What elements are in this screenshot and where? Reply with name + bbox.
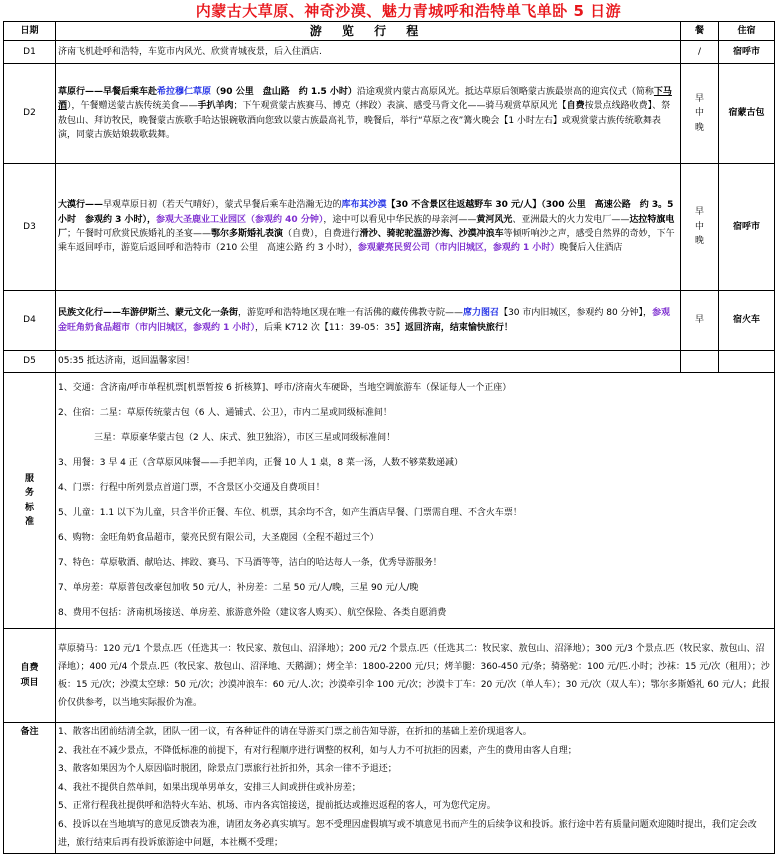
stay-cell: 宿呼市 [719, 41, 775, 64]
note-item: 5、正常行程我社提供呼和浩特火车站、机场、市内各宾馆接送，提前抵达或推迟返程的客人，可为您代定房。 [58, 801, 496, 811]
service-item: 3、用餐：3 早 4 正（含草原风味餐——手把羊肉，正餐 10 人 1 桌，8 菜一汤，人数不够菜数递减） [58, 457, 463, 468]
table-header-row [4, 22, 775, 41]
note-item: 2、我社在不减少景点，不降低标准的前提下，有对行程顺序进行调整的权利，如与人力不可抗拒的因素，产生的费用由客人自理； [58, 745, 577, 756]
notes-row [4, 723, 775, 854]
notes-label: 备注 [4, 723, 56, 854]
day-row-d4 [4, 291, 775, 351]
day-label: D5 [4, 351, 56, 373]
stay-cell: 宿火车 [719, 291, 775, 351]
service-row [4, 373, 775, 629]
service-item: 6、购物：金旺角奶食品超市，蒙亮民贸有限公司，大圣鹿园（全程不超过三个） [58, 532, 379, 543]
meal-cell: 早 中 晚 [681, 164, 719, 291]
service-list [56, 373, 775, 629]
stay-cell [719, 351, 775, 373]
service-label: 服 务 标 准 [4, 373, 56, 629]
day-label: D1 [4, 41, 56, 64]
stay-cell: 宿蒙古包 [719, 64, 775, 164]
page-title: 内蒙古大草原、神奇沙漠、魅力青城呼和浩特单飞单卧 5 日游 [195, 2, 622, 20]
service-item: 7、单房差：草原普包改豪包加收 50 元/人，补房差：二星 50 元/人/晚，三星 90 元/人/晚 [58, 582, 419, 593]
service-item: 7、特色：草原敬酒、献哈达、摔跤、赛马、下马酒等等，洁白的哈达每人一条，优秀导游服务！ [58, 557, 442, 568]
header-meal: 餐 [681, 22, 719, 41]
day-row-d2 [4, 64, 775, 164]
service-item: 三星：草原豪华蒙古包（2 人、床式、独卫独浴），市区三星或同级标准间！ [58, 432, 396, 443]
meal-cell: 早 [681, 291, 719, 351]
optional-text: 草原骑马：120 元/1 个景点.匹（任选其一：牧民家、敖包山、沼泽地）；200 元/2 个景点.匹（任选其二：牧民家、敖包山、沼泽地）；300 元/3 个景点.匹（牧民家、敖包山、沼泽地）；400 元/4 个景点.匹（牧民家、敖包山、沼泽地、天鹅湖）；烤全羊：1800-2200 元/只；烤羊腿：360-450 元/条；骑骆驼：100 元/匹.小时；沙袜：15 元/次（租用）；沙板：15 元/次；沙漠太空球：50 元/次；沙漠冲浪车：60 元/人.次；沙漠牵引伞 100 元/次；沙漠卡丁车：20 元/次（单人车）；30 元/次（双人车）；鄂尔多斯婚礼 60 元/人；此报价仅供参考，以当地实际报价为准。 [56, 629, 775, 723]
note-item: 1、散客出团前结清全款，团队一团一议，有各种证件的请在导游买门票之前告知导游，在折扣的基础上差价现退客人。 [58, 727, 532, 737]
optional-label: 自费 项目 [4, 629, 56, 723]
day-label: D4 [4, 291, 56, 351]
header-itinerary: 游 览 行 程 [56, 22, 681, 41]
service-item: 2、住宿：二星：草原传统蒙古包（6 人、通铺式、公卫），市内二星或同级标准间！ [58, 407, 392, 418]
note-item: 3、散客如果因为个人原因临时脱团，除景点门票旅行社折扣外，其余一律不予退还； [58, 764, 397, 774]
header-stay: 住宿 [719, 22, 775, 41]
day-itinerary: 草原行——早餐后乘车赴希拉穆仁草原（90 公里 盘山路 约 1.5 小时）沿途观赏内蒙古高原风光。抵达草原后领略蒙古族最崇高的迎宾仪式（简称下马酒），午餐赠送蒙古族传统美食——手扒羊肉；下午观赏蒙古族赛马、博克（摔跤）表演、感受马背文化——骑马观赏草原风光【自费按景点线路收费】、祭敖包山、拜访牧民，晚餐蒙古族歌手哈达银碗敬酒向您致以蒙古族最高礼节，晚餐后，举行“草原之夜”篝火晚会【1 小时左右】或观赏蒙古族传统歌舞表演，同蒙古族姑娘载歌载舞。 [56, 64, 681, 164]
day-row-d1 [4, 41, 775, 64]
service-item: 4、门票：行程中所列景点首道门票，不含景区小交通及自费项目！ [58, 482, 325, 493]
day-row-d3 [4, 164, 775, 291]
note-item: 4、我社不提供自然单间，如果出现单男单女，安排三人间或拼住或补房差； [58, 782, 361, 793]
stay-cell: 宿呼市 [719, 164, 775, 291]
day-itinerary: 05:35 抵达济南，返回温馨家园！ [56, 351, 681, 373]
meal-cell: / [681, 41, 719, 64]
service-item: 8、费用不包括：济南机场接送、单房差、旅游意外险（建议客人购买）、航空保险、各类自愿消费 [58, 607, 447, 618]
day-label: D2 [4, 64, 56, 164]
day-itinerary: 大漠行——早观草原日初（若天气晴好），蒙式早餐后乘车赴浩瀚无边的库布其沙漠【30 不含景区往返越野车 30 元/人】（300 公里 高速公路 约 3。5 小时 参观约 3 小时），参观大圣鹿业工业园区（参观约 40 分钟），途中可以看见中华民族的母亲河——黄河风光、亚洲最大的火力发电厂——达拉特旗电厂；午餐时可欣赏民族婚礼的圣宴——鄂尔多斯婚礼表演（自费），自费进行滑沙、骑驼驼温游沙海、沙漠冲浪车等倾听响沙之声，感受自然界的奇妙，下午乘车返回呼市，游览后返回呼和浩特市（210 公里 高速公路 约 3 小时），参观蒙亮民贸公司（市内旧城区，参观约 1 小时）晚餐后入住酒店 [56, 164, 681, 291]
service-item: 5、儿童：1.1 以下为儿童，只含半价正餐、车位、机票，其余均不含，如产生酒店早餐、门票需自理、不含火车票！ [58, 507, 522, 518]
header-day: 日期 [4, 22, 56, 41]
day-row-d5 [4, 351, 775, 373]
optional-row [4, 629, 775, 723]
meal-cell: 早 中 晚 [681, 64, 719, 164]
itinerary-table [3, 21, 775, 854]
service-item: 1、交通：含济南/呼市单程机票[机票暂按 6 折核算]、呼市/济南火车硬卧，当地空调旅游车（保证每人一个正座） [58, 382, 512, 393]
meal-cell [681, 351, 719, 373]
note-item: 6、投诉以在当地填写的意见反馈表为准，请团友务必真实填写。恕不受理因虚假填写或不填意见书而产生的后续争议和投诉。旅行途中若有质量问题欢迎随时提出，我们定会改进，旅行结束后再有投诉旅游途中问题，本社概不受理； [58, 819, 757, 848]
day-itinerary: 民族文化行——车游伊斯兰、蒙元文化一条街，游览呼和浩特地区现在唯一有活佛的藏传佛教寺院——席力图召【30 市内旧城区，参观约 80 分钟】，参观金旺角奶食品超市（市内旧城区，参观约 1 小时），后乘 K712 次【11：39-05：35】返回济南，结束愉快旅行！ [56, 291, 681, 351]
notes-list [56, 723, 775, 854]
day-label: D3 [4, 164, 56, 291]
day-itinerary: 济南飞机赴呼和浩特，车览市内风光、欣赏青城夜景，后入住酒店. [56, 41, 681, 64]
